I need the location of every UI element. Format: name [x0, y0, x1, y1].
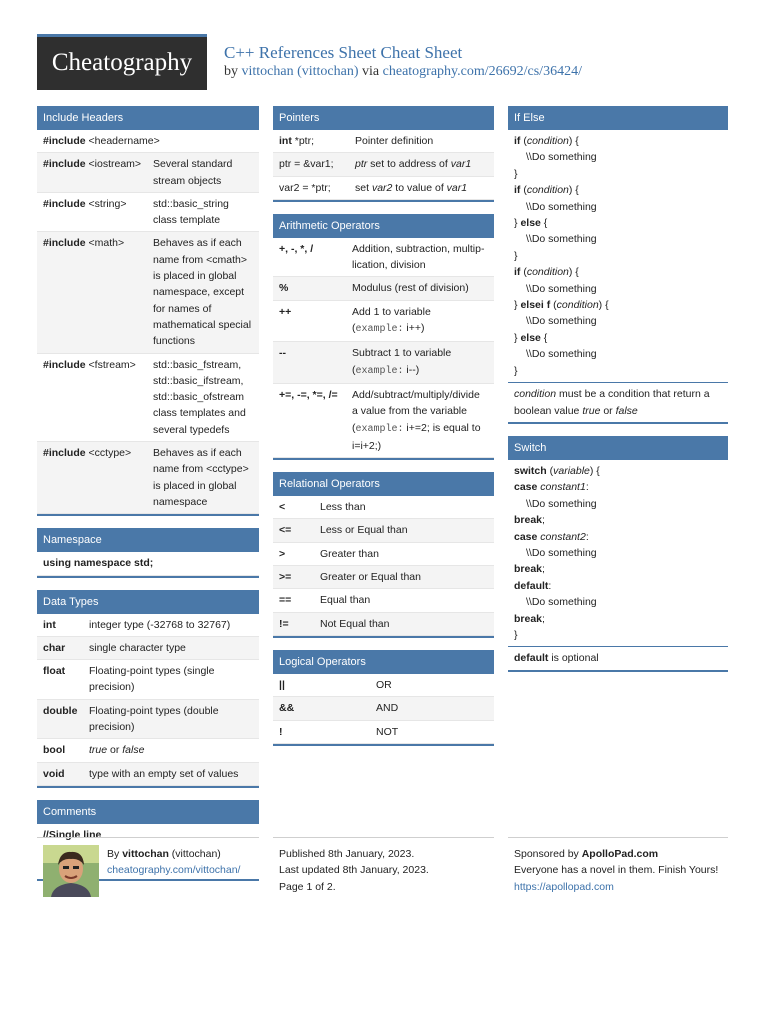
- row-key: +=, -=, *=, /=: [279, 388, 338, 401]
- row-value: Addition, subtraction, multip-lication, division: [352, 242, 485, 272]
- table-row: [37, 232, 259, 353]
- code-line: if (condition) {: [514, 266, 579, 279]
- table-row: [273, 384, 494, 458]
- code-line: case constant1:: [514, 481, 589, 494]
- table-row: [273, 721, 494, 744]
- table-row: [37, 552, 259, 575]
- constant-term: constant1: [540, 481, 586, 494]
- keyword: else: [520, 217, 541, 230]
- switch-note: [508, 646, 728, 669]
- code-line: \\Do something: [526, 348, 597, 361]
- row-value: NOT: [376, 725, 399, 738]
- via-label: via: [362, 64, 380, 79]
- switch-section: [508, 436, 728, 672]
- row-key: double: [43, 704, 78, 717]
- table-row: [37, 153, 259, 193]
- example-text: i--): [403, 363, 420, 376]
- code-line: }: [514, 167, 518, 180]
- italic-term: var1: [446, 181, 468, 194]
- keyword: if: [514, 266, 521, 279]
- row-value: Greater or Equal than: [320, 571, 421, 584]
- cheatography-logo[interactable]: Cheatography: [37, 34, 207, 90]
- value-text: to value of: [392, 181, 447, 194]
- row-key: >: [279, 547, 286, 560]
- row-key: +, -, *, /: [279, 242, 314, 255]
- table-row: [273, 589, 494, 612]
- code-line: \\Do something: [526, 200, 597, 213]
- section-title: Logical Operators: [273, 650, 494, 674]
- author-link[interactable]: vittochan (vittochan): [241, 64, 359, 79]
- italic-term: var2: [371, 181, 393, 194]
- keyword: break: [514, 563, 543, 576]
- row-key: char: [43, 641, 66, 654]
- keyword: default: [514, 579, 549, 592]
- row-key: void: [43, 767, 65, 780]
- column-2: [273, 106, 494, 758]
- code-line: } else {: [514, 217, 548, 230]
- row-value: Greater than: [320, 547, 379, 560]
- table-row: [273, 342, 494, 384]
- example-text: i++): [403, 322, 425, 335]
- code-line: break;: [514, 563, 545, 576]
- row-value: AND: [376, 702, 399, 715]
- code-line: }: [514, 628, 518, 641]
- row-value: type with an empty set of values: [89, 767, 239, 780]
- code-line: }: [514, 249, 518, 262]
- row-key: &&: [279, 702, 295, 715]
- row-key: #include: [43, 358, 86, 371]
- sponsor-name-link[interactable]: ApolloPad.com: [581, 848, 659, 860]
- row-value: OR: [376, 678, 392, 691]
- byline: [224, 64, 582, 80]
- section-title: Namespace: [37, 528, 259, 552]
- value-text: Add/subtract/multiply/divide a value from the variable: [352, 388, 480, 418]
- table-row: [273, 153, 494, 176]
- sponsor-label: Sponsored by: [514, 848, 579, 860]
- row-key: #include: [43, 237, 86, 250]
- data-types-section: [37, 590, 259, 788]
- table-row: [37, 739, 259, 762]
- table-row: [37, 660, 259, 700]
- row-value: single character type: [89, 641, 186, 654]
- keyword: break: [514, 514, 543, 527]
- value-text: set: [355, 181, 372, 194]
- code-line: break;: [514, 514, 545, 527]
- row-value: Floating-point types (single precision): [89, 665, 215, 694]
- updated-date: Last updated 8th January, 2023.: [279, 864, 429, 877]
- condition-term: condition: [556, 299, 599, 312]
- table-row: [37, 193, 259, 233]
- example-label: example:: [355, 423, 404, 435]
- table-row: [37, 130, 259, 153]
- code-line: \\Do something: [526, 151, 597, 164]
- row-key: ptr = &var1;: [279, 158, 334, 171]
- row-key: int: [279, 135, 292, 147]
- page-header: [37, 34, 728, 90]
- code-line: }: [514, 364, 518, 377]
- row-value: Behaves as if each name from <cmath> is placed in global namespace, except for names of mathematical special functions: [153, 237, 252, 348]
- section-title: Data Types: [37, 590, 259, 614]
- row-value: std::basic_fstream, std::basic_ifstream, std::basic_ofstream class templates and several typedefs: [153, 358, 246, 436]
- constant-term: constant2: [540, 530, 586, 543]
- condition-term: condition: [526, 135, 569, 147]
- italic-term: condition: [514, 388, 557, 401]
- arithmetic-operators-section: [273, 214, 494, 460]
- keyword: switch: [514, 464, 547, 477]
- table-row: [37, 637, 259, 660]
- row-value: Not Equal than: [320, 617, 390, 630]
- value-text: Subtract 1 to variable: [352, 347, 452, 360]
- variable-term: variable: [553, 464, 590, 477]
- example-label: example:: [355, 365, 404, 377]
- row-value: Equal than: [320, 594, 371, 607]
- row-key-rest: *ptr;: [291, 135, 315, 147]
- section-title: Comments: [37, 800, 259, 824]
- row-value: integer type (-32768 to 32767): [89, 618, 231, 631]
- row-key: bool: [43, 744, 66, 757]
- by-label: By: [107, 848, 120, 860]
- table-row: [37, 354, 259, 442]
- page-footer: [37, 837, 728, 917]
- if-else-code: [508, 130, 728, 382]
- example-label: example:: [355, 324, 404, 336]
- include-headers-section: [37, 106, 259, 516]
- code-line: \\Do something: [526, 282, 597, 295]
- code-line: if (condition) {: [514, 184, 579, 197]
- sponsor-link[interactable]: https://apollopad.com: [514, 880, 614, 893]
- table-row: [273, 519, 494, 542]
- code-line: } else {: [514, 331, 548, 344]
- row-key-rest: <math>: [85, 237, 125, 250]
- code-line: break;: [514, 612, 545, 625]
- code-line: switch (variable) {: [514, 464, 600, 477]
- row-key: ++: [279, 305, 292, 318]
- table-row: [273, 566, 494, 589]
- code-line: \\Do something: [526, 233, 597, 246]
- table-row: [273, 301, 494, 343]
- row-key: ||: [279, 678, 285, 691]
- footer-sponsor: [508, 837, 728, 917]
- true-literal: true: [89, 744, 108, 757]
- row-value: Subtract 1 to variable (example: i--): [352, 347, 452, 377]
- row-value: Modulus (rest of division): [352, 282, 469, 295]
- row-key: #include: [43, 158, 86, 171]
- row-key: !=: [279, 617, 289, 630]
- footer-author: [37, 837, 259, 917]
- italic-term: var1: [450, 158, 472, 171]
- table-row: [37, 763, 259, 786]
- sponsor-line: [514, 846, 728, 862]
- keyword: if: [514, 184, 521, 197]
- italic-term: true: [582, 404, 601, 417]
- code-line: \\Do something: [526, 546, 597, 559]
- code-line: \\Do something: [526, 315, 597, 328]
- code-line: default:: [514, 579, 552, 592]
- section-title: Relational Operators: [273, 472, 494, 496]
- row-value: Pointer definition: [355, 135, 434, 147]
- code-line: //Single line: [43, 828, 102, 841]
- row-key: --: [279, 347, 286, 360]
- table-row: [37, 614, 259, 637]
- keyword: case: [514, 530, 538, 543]
- row-key: float: [43, 665, 66, 678]
- author-line: [107, 846, 240, 862]
- row-value: Add 1 to variable (example: i++): [352, 305, 431, 336]
- author-info: [107, 846, 240, 879]
- column-3: [508, 106, 728, 684]
- sponsor-text: Everyone has a novel in them. Finish Yours!: [514, 864, 719, 877]
- italic-term: ptr: [355, 158, 368, 171]
- row-key-rest: <headername>: [85, 135, 160, 147]
- section-title: If Else: [508, 106, 728, 130]
- row-key-rest: <string>: [85, 197, 127, 210]
- code-line: if (condition) {: [514, 135, 579, 147]
- value-text: Add 1 to variable: [352, 305, 431, 318]
- row-key: <: [279, 501, 286, 514]
- author-name-link[interactable]: vittochan: [122, 848, 169, 860]
- relational-operators-section: [273, 472, 494, 638]
- row-key: %: [279, 282, 289, 295]
- note-text: or: [600, 404, 616, 417]
- value-text: set to address of: [367, 158, 451, 171]
- row-value: Add/subtract/multiply/divide a value from the variable (example: i+=2; is equal to i=i+2;): [352, 388, 481, 452]
- table-row: [273, 277, 494, 300]
- author-avatar[interactable]: [43, 845, 99, 897]
- pointers-section: [273, 106, 494, 202]
- row-key: var2 = *ptr;: [279, 181, 331, 194]
- condition-term: condition: [526, 266, 569, 279]
- row-key: int: [43, 618, 56, 631]
- keyword: else: [520, 331, 541, 344]
- if-else-note: [508, 382, 728, 422]
- sheet-url-link[interactable]: cheatography.com/26692/cs/36424/: [382, 64, 582, 79]
- row-value: Several standard stream objects: [153, 158, 233, 187]
- logical-operators-section: [273, 650, 494, 746]
- italic-term: false: [615, 404, 638, 417]
- code-line: \\Do something: [526, 497, 597, 510]
- section-title: Arithmetic Operators: [273, 214, 494, 238]
- row-key: ==: [279, 594, 292, 607]
- table-row: [37, 442, 259, 514]
- footer-publish-info: [273, 837, 494, 917]
- condition-term: condition: [526, 184, 569, 197]
- row-key-rest: <fstream>: [85, 358, 136, 371]
- namespace-code: using namespace std;: [43, 557, 154, 570]
- table-row: [273, 496, 494, 519]
- row-value: std::basic_string class template: [153, 197, 229, 227]
- section-title: Switch: [508, 436, 728, 460]
- keyword: break: [514, 612, 543, 625]
- row-key: #include: [43, 197, 86, 210]
- author-profile-link[interactable]: cheatography.com/vittochan/: [107, 864, 241, 877]
- table-row: [273, 177, 494, 200]
- note-text: must be a condition that return a boolean value: [514, 388, 710, 417]
- code-line: } elsei f (condition) {: [514, 299, 609, 312]
- row-value: Behaves as if each name from <cctype> is placed in global namespace: [153, 447, 249, 508]
- keyword: if: [514, 135, 521, 147]
- table-row: [37, 700, 259, 740]
- row-value: [355, 156, 488, 172]
- row-key-rest: <iostream>: [85, 158, 142, 171]
- row-value: Less or Equal than: [320, 524, 408, 537]
- keyword: case: [514, 481, 538, 494]
- row-key: #include: [43, 135, 86, 147]
- table-row: [273, 130, 494, 153]
- by-label: by: [224, 64, 238, 79]
- or-text: or: [107, 744, 123, 757]
- row-key-rest: <cctype>: [85, 447, 132, 460]
- author-handle: (vittochan): [168, 848, 221, 860]
- switch-code: [508, 460, 728, 646]
- row-value: Less than: [320, 501, 366, 514]
- page-number: Page 1 of 2.: [279, 880, 336, 893]
- code-line: case constant2:: [514, 530, 589, 543]
- row-key: <=: [279, 524, 292, 537]
- table-row: [273, 613, 494, 636]
- note-text: is optional: [548, 652, 599, 665]
- column-1: [37, 106, 259, 893]
- published-date: Published 8th January, 2023.: [279, 848, 415, 860]
- row-value: Floating-point types (double precision): [89, 704, 219, 734]
- table-row: [273, 238, 494, 278]
- namespace-section: [37, 528, 259, 577]
- row-key: !: [279, 725, 283, 738]
- section-title: Pointers: [273, 106, 494, 130]
- table-row: [273, 674, 494, 697]
- example-text: i+=2; is equal to i=i+2;): [352, 421, 481, 452]
- code-line: \\Do something: [526, 596, 597, 609]
- row-key: >=: [279, 571, 292, 584]
- keyword: default: [514, 652, 549, 665]
- row-key: #include: [43, 447, 86, 460]
- false-literal: false: [122, 744, 145, 757]
- sheet-title[interactable]: C++ References Sheet Cheat Sheet: [224, 43, 463, 62]
- table-row: [273, 697, 494, 720]
- if-else-section: [508, 106, 728, 424]
- row-value: [355, 180, 488, 196]
- table-row: [273, 543, 494, 566]
- keyword: elsei f: [520, 299, 551, 312]
- row-value: [89, 742, 253, 758]
- section-title: Include Headers: [37, 106, 259, 130]
